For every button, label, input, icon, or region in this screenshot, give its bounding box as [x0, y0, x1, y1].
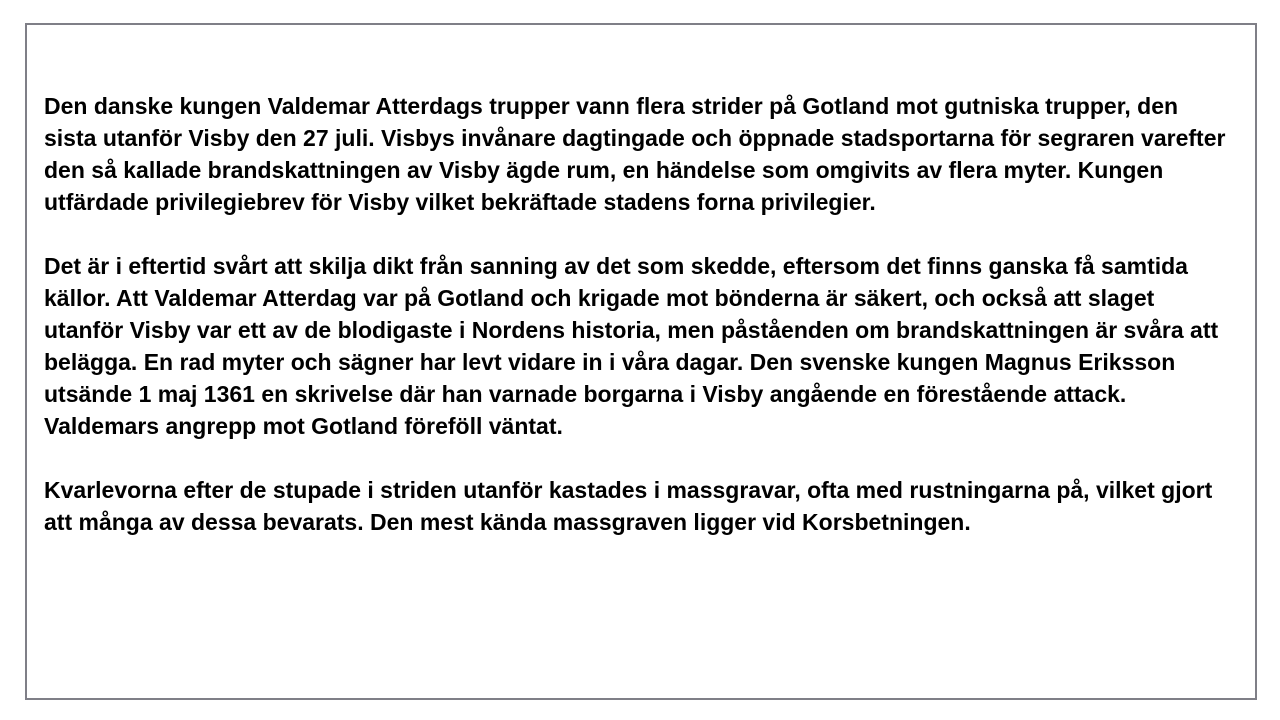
document-frame	[25, 23, 1257, 700]
paragraph-myths-and-sources: Det är i eftertid svårt att skilja dikt från sanning av det som skedde, eftersom det finns ganska få samtida källor. Att Valdemar Atterdag var på Gotland och krigade mot bönderna är säkert, och också att slaget utanför Visby var ett av de blodigaste i Nordens historia, men påståenden om brandskattningen är svåra att belägga. En rad myter och sägner har levt vidare in i våra dagar. Den svenske kungen Magnus Eriksson utsände 1 maj 1361 en skrivelse där han varnade borgarna i Visby angående en förestående attack. Valdemars angrepp mot Gotland föreföll väntat.	[44, 253, 1219, 439]
paragraph-battle-and-ransom: Den danske kungen Valdemar Atterdags trupper vann flera strider på Gotland mot gutniska trupper, den sista utanför Visby den 27 juli. Visbys invånare dagtingade och öppnade stadsportarna för segraren varefter den så kallade brandskattningen av Visby ägde rum, en händelse som omgivits av flera myter. Kungen utfärdade privilegiebrev för Visby vilket bekräftade stadens forna privilegier.	[44, 93, 1226, 215]
paragraph-mass-graves: Kvarlevorna efter de stupade i striden utanför kastades i massgravar, ofta med rustningarna på, vilket gjort att många av dessa bevarats. Den mest kända massgraven ligger vid Korsbetningen.	[44, 477, 1213, 535]
